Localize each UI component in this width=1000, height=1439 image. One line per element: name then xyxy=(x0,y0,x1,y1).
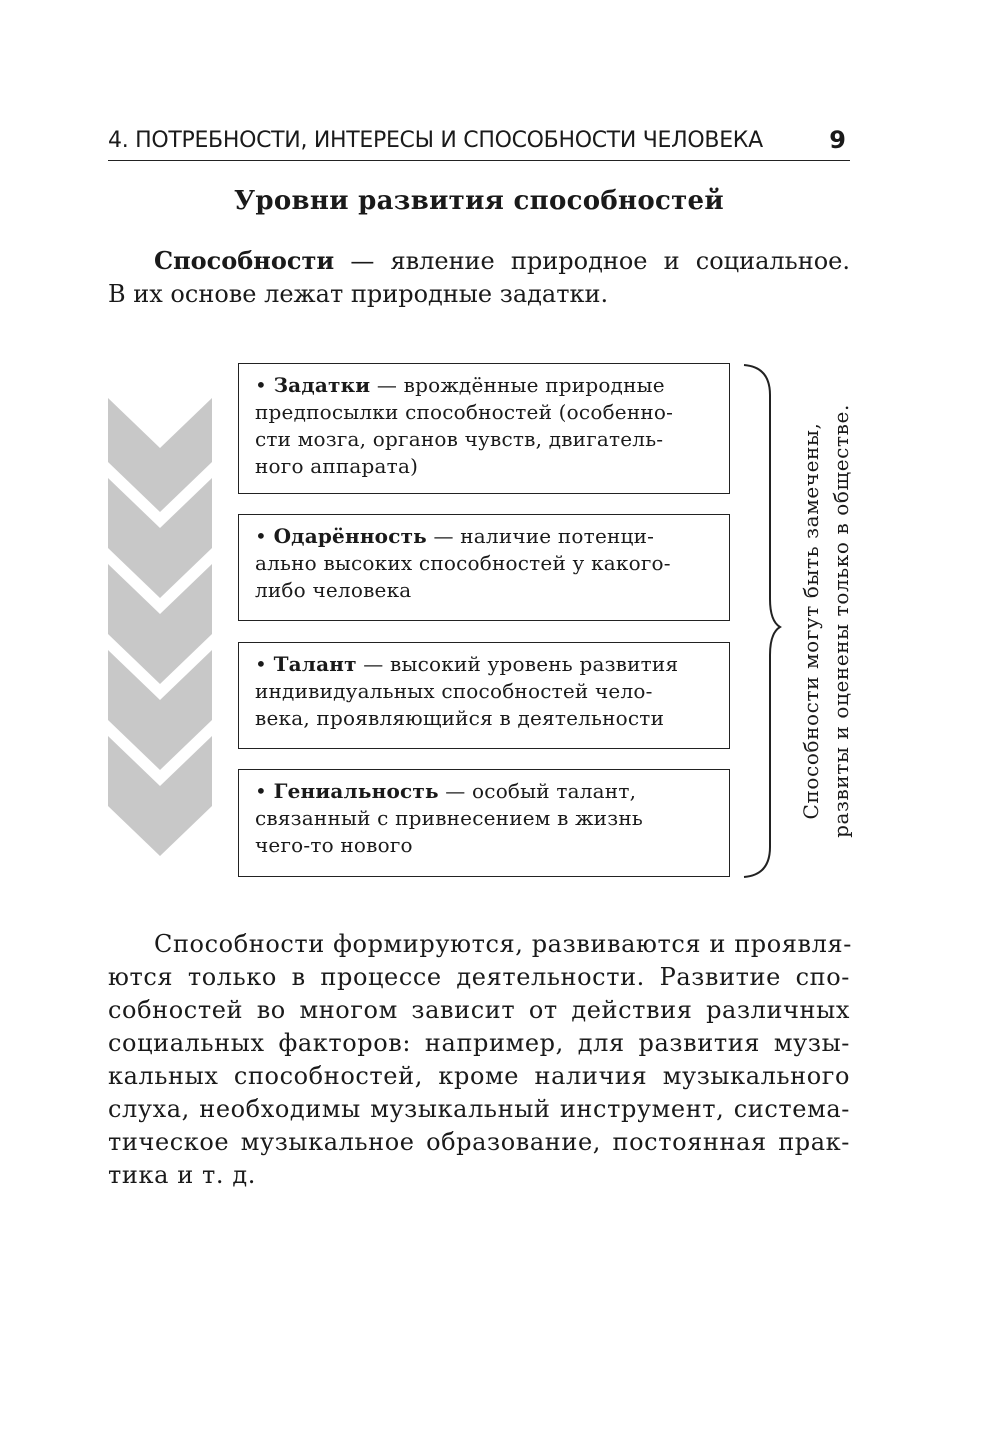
intro-term: Способности xyxy=(154,246,335,275)
level-line: ально высоких способностей у какого- xyxy=(255,551,671,575)
level-term: Гениальность xyxy=(273,779,439,803)
body-line: социальных факторов: например, для развития музы- xyxy=(108,1029,850,1057)
level-line: чего-то нового xyxy=(255,833,413,857)
level-box-genialnost: • Гениальность — особый талант, связанный с привнесением в жизнь чего-то нового xyxy=(238,769,730,877)
page-number: 9 xyxy=(829,126,846,154)
body-paragraph xyxy=(108,928,850,1192)
level-line: — особый талант, xyxy=(438,779,637,803)
level-box-odarennost: • Одарённость — наличие потенци- ально высоких способностей у какого- либо человека xyxy=(238,514,730,621)
body-line: тика и т. д. xyxy=(108,1161,256,1189)
body-line: кальных способностей, кроме наличия музыкального xyxy=(108,1062,850,1090)
level-line: — врождённые природные xyxy=(370,373,665,397)
level-line: индивидуальных способностей чело- xyxy=(255,679,653,703)
page-header xyxy=(108,126,850,161)
level-line: связанный с привнесением в жизнь xyxy=(255,806,643,830)
body-line: тическое музыкальное образование, постоянная прак- xyxy=(108,1128,850,1156)
level-term: Задатки xyxy=(273,373,371,397)
body-line: слуха, необходимы музыкальный инструмент, система- xyxy=(108,1095,850,1123)
level-term: Талант xyxy=(273,652,357,676)
body-line: ются только в процессе деятельности. Развитие спо- xyxy=(108,963,850,991)
chapter-title: 4. ПОТРЕБНОСТИ, ИНТЕРЕСЫ И СПОСОБНОСТИ ЧЕЛОВЕКА xyxy=(108,128,763,153)
level-line: века, проявляющийся в деятельности xyxy=(255,706,665,730)
intro-line2: В их основе лежат природные задатки. xyxy=(108,280,609,308)
side-note xyxy=(796,362,864,880)
level-box-talant: • Талант — высокий уровень развития индивидуальных способностей чело- века, проявляющийся в деятельности xyxy=(238,642,730,749)
body-line: собностей во многом зависит от действия различных xyxy=(108,996,850,1024)
level-line: либо человека xyxy=(255,578,412,602)
section-title: Уровни развития способностей xyxy=(234,186,724,216)
curly-brace-icon xyxy=(742,363,782,879)
side-note-line1: Способности могут быть замечены, xyxy=(799,422,823,820)
level-box-zadatki: • Задатки — врождённые природные предпосылки способностей (особенно- сти мозга, органов чувств, двигатель- ного аппарата) xyxy=(238,363,730,494)
side-note-line2: развиты и оценены только в обществе. xyxy=(829,404,853,838)
intro-line1: — явление природное и социальное. xyxy=(334,247,850,275)
level-line: сти мозга, органов чувств, двигатель- xyxy=(255,427,664,451)
intro-paragraph xyxy=(108,244,850,311)
level-line: — наличие потенци- xyxy=(426,524,655,548)
level-term: Одарённость xyxy=(273,524,427,548)
body-line: Способности формируются, развиваются и проявля- xyxy=(154,930,852,958)
chevron-arrow-icon xyxy=(108,398,218,858)
level-line: предпосылки способностей (особенно- xyxy=(255,400,674,424)
level-line: — высокий уровень развития xyxy=(356,652,679,676)
level-line: ного аппарата) xyxy=(255,454,419,478)
